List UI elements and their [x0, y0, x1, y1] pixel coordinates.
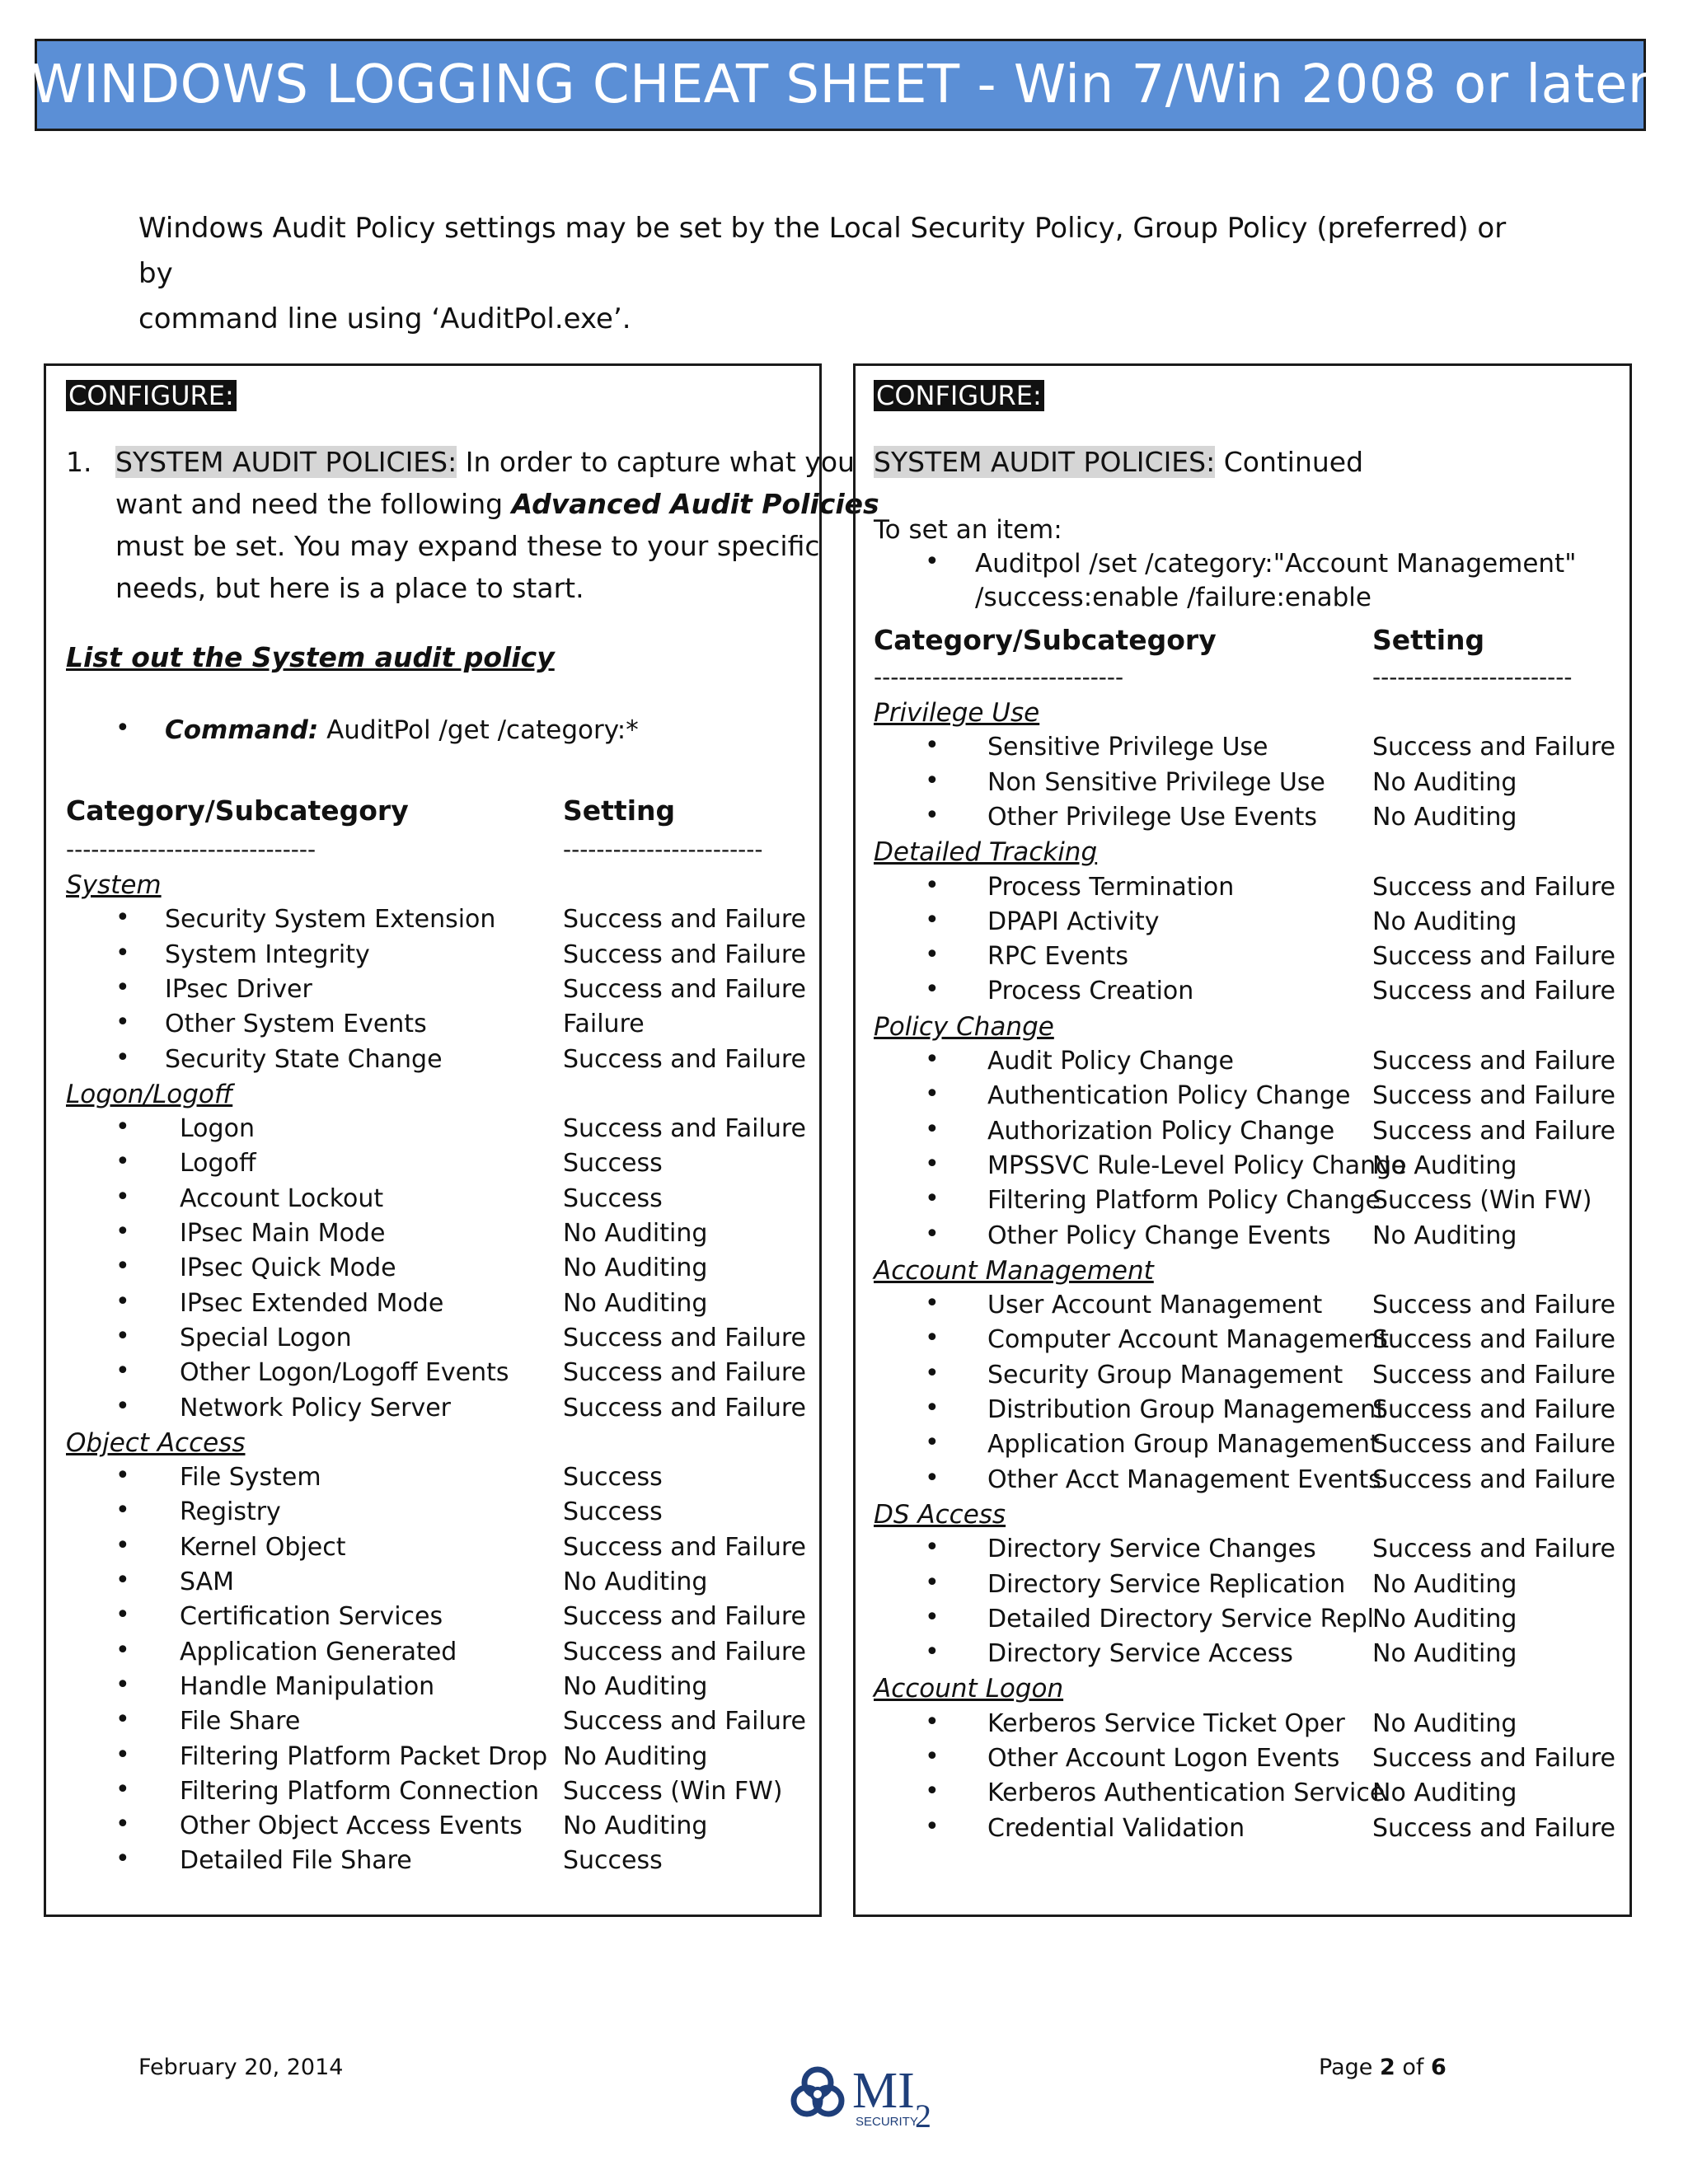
bullet: •: [115, 938, 130, 968]
bullet: •: [115, 972, 130, 1002]
policy-subcategory: Other Acct Management Events: [987, 1465, 1381, 1494]
policy-subcategory: Audit Policy Change: [987, 1047, 1234, 1076]
page-title: WINDOWS LOGGING CHEAT SHEET - Win 7/Win 2008 or later: [30, 54, 1650, 115]
policy-subcategory: Other System Events: [165, 1010, 427, 1039]
bullet: •: [925, 1219, 940, 1249]
intro-line-1: Windows Audit Policy settings may be set by the Local Security Policy, Group Policy (preferred) or by: [138, 212, 1507, 290]
policy-setting: Success and Failure: [563, 1707, 806, 1736]
policy-setting: No Auditing: [563, 1811, 708, 1841]
policy-setting: No Auditing: [563, 1288, 708, 1318]
policy-setting: No Auditing: [1372, 1569, 1517, 1599]
policy-subcategory: Process Creation: [987, 977, 1194, 1006]
policy-subcategory: Credential Validation: [987, 1813, 1245, 1843]
item-highlight: SYSTEM AUDIT POLICIES:: [115, 446, 457, 478]
group-heading: Privilege Use: [874, 698, 1040, 728]
bullet: •: [925, 905, 940, 935]
page-of: of: [1395, 2055, 1431, 2080]
policy-setting: Success and Failure: [1372, 733, 1615, 762]
policy-setting: Success (Win FW): [563, 1776, 783, 1806]
policy-subcategory: Kernel Object: [180, 1532, 346, 1562]
footer-date: February 20, 2014: [138, 2055, 344, 2080]
bullet: •: [925, 1568, 940, 1597]
bullet: •: [925, 1394, 940, 1422]
policy-setting: Success: [563, 1463, 663, 1493]
policy-subcategory: Filtering Platform Policy Change: [987, 1186, 1381, 1216]
policy-subcategory: Logon: [180, 1114, 255, 1144]
item-line-1: [115, 446, 855, 478]
intro-line-2: command line using ‘AuditPol.exe’.: [138, 302, 631, 335]
mi2-security-logo: [785, 2058, 950, 2132]
policy-setting: No Auditing: [1372, 802, 1517, 832]
bullet: •: [115, 1705, 130, 1735]
bullet: •: [925, 1428, 940, 1458]
policy-subcategory: MPSSVC Rule-Level Policy Change: [987, 1151, 1407, 1180]
policy-subcategory: Security Group Management: [987, 1360, 1343, 1390]
bullet: •: [925, 766, 940, 795]
command-text: AuditPol /get /category:*: [318, 715, 639, 745]
policy-subcategory: Security State Change: [165, 1044, 443, 1074]
bullet: •: [115, 903, 130, 933]
page-prefix: Page: [1319, 2055, 1380, 2080]
bullet: •: [925, 1742, 940, 1771]
bullet: •: [925, 1811, 940, 1841]
col-category-header: Category/Subcategory: [66, 794, 409, 827]
policy-subcategory: Logoff: [180, 1149, 256, 1179]
policy-subcategory: Process Termination: [987, 872, 1235, 902]
policy-setting: No Auditing: [563, 1741, 708, 1771]
continued-rest: Continued: [1215, 446, 1364, 478]
policy-setting: Success and Failure: [563, 974, 806, 1004]
bullet: •: [925, 1114, 940, 1144]
configure-label: CONFIGURE:: [874, 380, 1044, 411]
bullet: •: [925, 1638, 940, 1667]
policy-subcategory: Other Object Access Events: [180, 1811, 523, 1841]
policy-setting: Success and Failure: [1372, 977, 1615, 1006]
bullet: •: [925, 1184, 940, 1214]
set-command-bullet: •: [925, 547, 940, 576]
policy-setting: Success and Failure: [1372, 1744, 1615, 1773]
policy-setting: No Auditing: [1372, 767, 1517, 797]
set-command-line-1: Auditpol /set /category:"Account Management": [975, 549, 1577, 579]
policy-setting: Success and Failure: [1372, 1813, 1615, 1843]
policy-subcategory: IPsec Extended Mode: [180, 1288, 444, 1318]
policy-setting: Success and Failure: [563, 1393, 806, 1422]
bullet: •: [925, 1533, 940, 1563]
bullet: •: [115, 1566, 130, 1595]
group-heading: System: [66, 870, 162, 900]
policy-setting: Success: [563, 1183, 663, 1213]
policy-subcategory: Other Account Logon Events: [987, 1744, 1340, 1773]
item-number: 1.: [66, 446, 92, 478]
policy-setting: No Auditing: [563, 1568, 708, 1596]
policy-setting: No Auditing: [1372, 1604, 1517, 1633]
policy-subcategory: Application Generated: [180, 1637, 457, 1666]
bullet: •: [115, 1321, 130, 1351]
logo-text: MI: [852, 2063, 915, 2119]
policy-subcategory: Registry: [180, 1497, 281, 1527]
col-setting-header: Setting: [1372, 624, 1485, 656]
item-line-4: needs, but here is a place to start.: [115, 572, 584, 604]
footer-page: [1319, 2055, 1447, 2080]
bullet: •: [115, 1774, 130, 1804]
policy-subcategory: Application Group Management: [987, 1430, 1380, 1460]
biohazard-icon: [785, 2058, 950, 2132]
item-line-1-rest: In order to capture what you: [457, 446, 855, 478]
policy-setting: Success and Failure: [1372, 1395, 1615, 1424]
policy-setting: No Auditing: [1372, 907, 1517, 936]
logo-subscript: 2: [915, 2097, 931, 2132]
bullet: •: [925, 1080, 940, 1109]
policy-setting: No Auditing: [563, 1219, 708, 1248]
bullet: •: [115, 1461, 130, 1491]
list-heading: List out the System audit policy: [66, 641, 555, 673]
policy-setting: Success: [563, 1149, 663, 1179]
bullet: •: [925, 1149, 940, 1179]
right-panel: [853, 363, 1632, 1917]
policy-setting: Success and Failure: [563, 1044, 806, 1074]
command-line: [165, 715, 639, 745]
bullet: •: [925, 1777, 940, 1807]
continued-heading: [874, 446, 1363, 478]
policy-subcategory: Authentication Policy Change: [987, 1081, 1351, 1111]
bullet: •: [925, 940, 940, 970]
policy-setting: Success and Failure: [1372, 1465, 1615, 1494]
bullet: •: [925, 1707, 940, 1736]
command-label: Command:: [165, 715, 319, 745]
policy-setting: Failure: [563, 1010, 645, 1039]
policy-subcategory: File Share: [180, 1707, 301, 1736]
policy-subcategory: Detailed Directory Service Repl: [987, 1604, 1374, 1633]
policy-setting: No Auditing: [1372, 1221, 1517, 1250]
policy-subcategory: DPAPI Activity: [987, 907, 1160, 936]
bullet: •: [115, 1740, 130, 1769]
command-bullet: •: [115, 714, 130, 743]
policy-subcategory: Detailed File Share: [180, 1846, 412, 1876]
bullet: •: [925, 731, 940, 761]
policy-subcategory: Special Logon: [180, 1323, 352, 1352]
col-setting-rule: ------------------------: [563, 836, 763, 863]
bullet: •: [925, 1045, 940, 1074]
group-heading: Policy Change: [874, 1011, 1054, 1042]
group-heading: DS Access: [874, 1499, 1006, 1530]
bullet: •: [925, 1602, 940, 1632]
col-category-rule: ------------------------------: [66, 836, 316, 863]
bullet: •: [115, 1182, 130, 1212]
policy-subcategory: Handle Manipulation: [180, 1671, 435, 1701]
bullet: •: [115, 1357, 130, 1386]
bullet: •: [115, 1670, 130, 1699]
group-heading: Account Management: [874, 1255, 1154, 1286]
policy-subcategory: Account Lockout: [180, 1183, 384, 1213]
group-heading: Logon/Logoff: [66, 1079, 233, 1109]
policy-setting: Success and Failure: [1372, 1325, 1615, 1355]
col-category-header: Category/Subcategory: [874, 624, 1217, 656]
policy-subcategory: File System: [180, 1463, 321, 1493]
policy-setting: Success and Failure: [1372, 1047, 1615, 1076]
page-number: 2: [1379, 2055, 1395, 2080]
bullet: •: [925, 975, 940, 1005]
policy-subcategory: System Integrity: [165, 940, 370, 969]
policy-subcategory: Other Privilege Use Events: [987, 802, 1318, 832]
policy-subcategory: IPsec Quick Mode: [180, 1254, 396, 1283]
policy-setting: No Auditing: [1372, 1151, 1517, 1180]
bullet: •: [115, 1286, 130, 1316]
policy-setting: No Auditing: [563, 1671, 708, 1701]
bullet: •: [115, 1391, 130, 1421]
policy-subcategory: IPsec Main Mode: [180, 1219, 386, 1248]
policy-setting: Success and Failure: [563, 1637, 806, 1666]
bullet: •: [115, 1147, 130, 1177]
item-line-2-pre: want and need the following: [115, 488, 512, 520]
bullet: •: [115, 1635, 130, 1665]
policy-subcategory: Kerberos Service Ticket Oper: [987, 1708, 1345, 1738]
logo-subtext: SECURITY: [856, 2115, 918, 2129]
bullet: •: [925, 1463, 940, 1493]
configure-label: CONFIGURE:: [66, 380, 237, 411]
bullet: •: [925, 1289, 940, 1319]
policy-setting: Success and Failure: [563, 940, 806, 969]
policy-subcategory: SAM: [180, 1568, 235, 1596]
policy-setting: Success and Failure: [563, 1323, 806, 1352]
continued-highlight: SYSTEM AUDIT POLICIES:: [874, 446, 1216, 478]
policy-subcategory: Directory Service Replication: [987, 1569, 1346, 1599]
policy-subcategory: Certification Services: [180, 1602, 443, 1632]
policy-subcategory: Other Policy Change Events: [987, 1221, 1331, 1250]
policy-subcategory: Kerberos Authentication Service: [987, 1779, 1386, 1808]
col-setting-rule: ------------------------: [1372, 663, 1573, 691]
policy-subcategory: Computer Account Management: [987, 1325, 1389, 1355]
policy-setting: Success and Failure: [563, 1114, 806, 1144]
group-heading: Object Access: [66, 1427, 246, 1458]
policy-setting: Success and Failure: [563, 1602, 806, 1632]
bullet: •: [115, 1043, 130, 1072]
bullet: •: [115, 1113, 130, 1142]
bullet: •: [115, 1496, 130, 1526]
policy-subcategory: IPsec Driver: [165, 974, 312, 1004]
advanced-audit-policies: Advanced Audit Policies: [511, 488, 879, 520]
policy-subcategory: Authorization Policy Change: [987, 1116, 1335, 1146]
policy-setting: Success: [563, 1497, 663, 1527]
policy-setting: Success and Failure: [1372, 1291, 1615, 1320]
policy-subcategory: Directory Service Access: [987, 1639, 1293, 1669]
policy-setting: Success and Failure: [563, 1532, 806, 1562]
item-line-2: [115, 488, 879, 520]
col-setting-header: Setting: [563, 794, 676, 827]
bullet: •: [115, 1810, 130, 1840]
page-total: 6: [1430, 2055, 1447, 2080]
bullet: •: [925, 1358, 940, 1388]
left-panel: [44, 363, 879, 1917]
bullet: •: [115, 1844, 130, 1874]
policy-setting: Success and Failure: [1372, 1116, 1615, 1146]
policy-setting: Success and Failure: [1372, 1081, 1615, 1111]
bullet: •: [115, 1217, 130, 1246]
bullet: •: [115, 1601, 130, 1630]
bullet: •: [925, 800, 940, 830]
policy-setting: Success (Win FW): [1372, 1186, 1592, 1216]
policy-setting: No Auditing: [1372, 1708, 1517, 1738]
set-command-line-2: /success:enable /failure:enable: [975, 583, 1372, 612]
policy-setting: No Auditing: [1372, 1779, 1517, 1808]
to-set-label: To set an item:: [874, 515, 1062, 545]
col-category-rule: ------------------------------: [874, 663, 1124, 691]
policy-setting: Success and Failure: [1372, 1360, 1615, 1390]
policy-setting: Success and Failure: [563, 1358, 806, 1388]
policy-subcategory: RPC Events: [987, 942, 1128, 972]
title-banner: [30, 39, 1650, 131]
policy-subcategory: Directory Service Changes: [987, 1535, 1316, 1564]
group-heading: Detailed Tracking: [874, 837, 1098, 868]
group-heading: Account Logon: [874, 1674, 1064, 1704]
policy-subcategory: Network Policy Server: [180, 1393, 452, 1422]
policy-setting: Success and Failure: [563, 905, 806, 935]
bullet: •: [925, 1324, 940, 1353]
policy-setting: Success and Failure: [1372, 872, 1615, 902]
bullet: •: [115, 1530, 130, 1560]
bullet: •: [115, 1252, 130, 1282]
policy-subcategory: Non Sensitive Privilege Use: [987, 767, 1325, 797]
policy-subcategory: Filtering Platform Packet Drop: [180, 1741, 548, 1771]
bullet: •: [925, 870, 940, 900]
policy-subcategory: Other Logon/Logoff Events: [180, 1358, 509, 1388]
policy-subcategory: Security System Extension: [165, 905, 496, 935]
policy-subcategory: User Account Management: [987, 1291, 1323, 1320]
intro-text: [138, 206, 1540, 342]
policy-setting: Success and Failure: [1372, 1535, 1615, 1564]
policy-subcategory: Filtering Platform Connection: [180, 1776, 540, 1806]
policy-subcategory: Sensitive Privilege Use: [987, 733, 1268, 762]
policy-setting: No Auditing: [1372, 1639, 1517, 1669]
policy-setting: Success: [563, 1846, 663, 1876]
policy-setting: No Auditing: [563, 1254, 708, 1283]
item-line-3: must be set. You may expand these to your specific: [115, 530, 820, 562]
policy-subcategory: Distribution Group Management: [987, 1395, 1386, 1424]
policy-setting: Success and Failure: [1372, 1430, 1615, 1460]
bullet: •: [115, 1008, 130, 1038]
policy-setting: Success and Failure: [1372, 942, 1615, 972]
